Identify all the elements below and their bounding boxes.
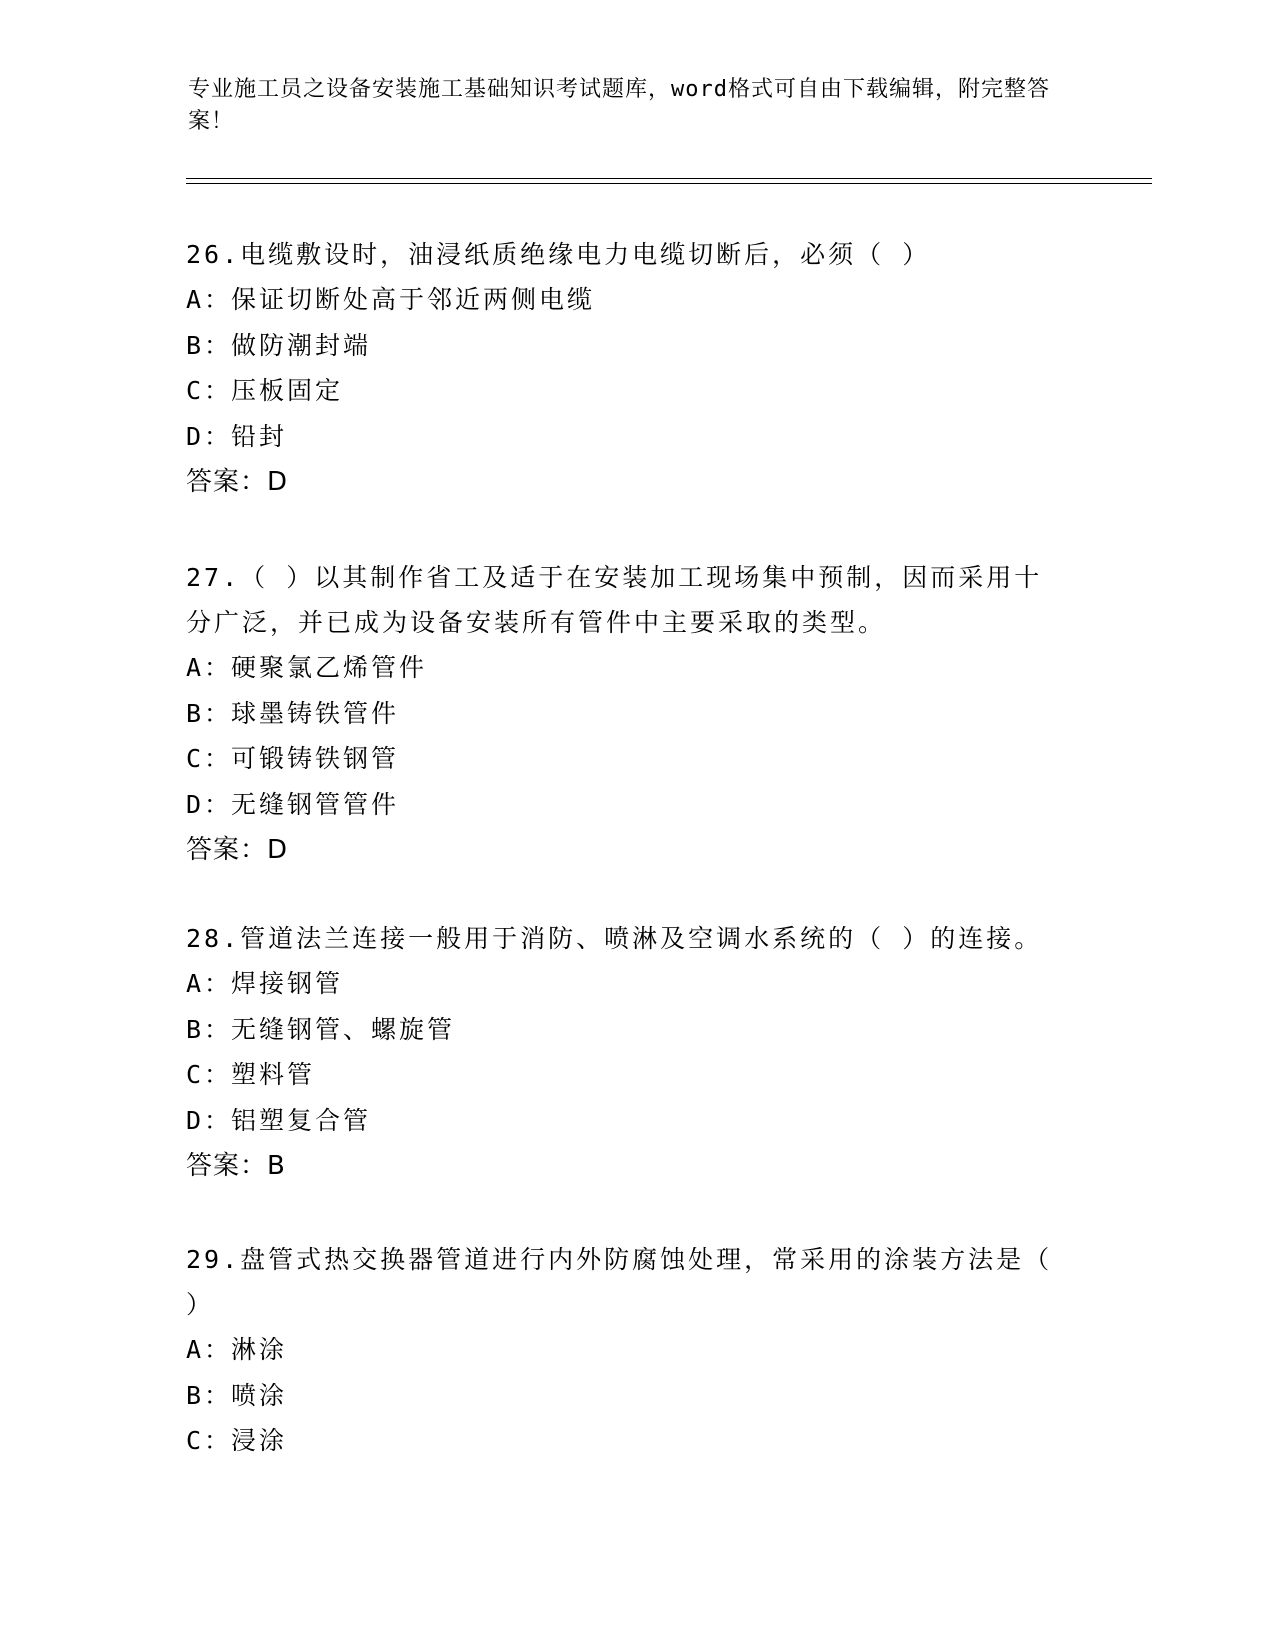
question-text: 28.管道法兰连接一般用于消防、喷淋及空调水系统的（ ）的连接。 (186, 924, 1043, 953)
option-c (186, 736, 1066, 782)
option-text: 塑料管 (231, 1060, 316, 1089)
option-b (186, 1007, 1066, 1053)
option-key: D： (186, 789, 233, 819)
option-a (186, 961, 1066, 1007)
option-text: 硬聚氯乙烯管件 (231, 653, 428, 682)
option-key: D： (186, 1105, 233, 1135)
header-divider-bottom (186, 183, 1152, 184)
option-text: 无缝钢管、螺旋管 (231, 1014, 456, 1044)
option-text: 铅封 (231, 421, 288, 451)
option-text: 压板固定 (231, 376, 344, 405)
option-b (186, 1373, 1066, 1419)
option-key: C： (186, 1426, 233, 1455)
answer-line: 答案：D (186, 835, 289, 865)
option-b (186, 691, 1066, 737)
option-c (186, 1052, 1066, 1098)
option-text: 焊接钢管 (231, 969, 344, 998)
option-text: 浸涂 (231, 1426, 288, 1455)
option-c (186, 368, 1066, 414)
option-key: A： (186, 969, 233, 998)
option-key: B： (186, 1380, 233, 1410)
option-key: C： (186, 1060, 233, 1089)
option-key: B： (186, 698, 233, 728)
question-text: 27.（ ）以其制作省工及适于在安装加工现场集中预制，因而采用十分广泛，并已成为设备安装所有管件中主要采取的类型。 (186, 563, 1043, 637)
option-key: C： (186, 744, 233, 773)
option-key: A： (186, 653, 233, 682)
answer-line: 答案：D (186, 467, 289, 497)
option-d (186, 1098, 1066, 1144)
header-divider-top (186, 178, 1152, 179)
option-key: D： (186, 421, 233, 451)
question-text: 29.盘管式热交换器管道进行内外防腐蚀处理，常采用的涂装方法是（ ） (186, 1245, 1053, 1319)
option-text: 保证切断处高于邻近两侧电缆 (231, 285, 596, 314)
option-text: 淋涂 (231, 1335, 288, 1364)
option-key: A： (186, 1335, 233, 1364)
option-a (186, 277, 1066, 323)
option-key: C： (186, 376, 233, 405)
option-c (186, 1418, 1066, 1464)
option-key: B： (186, 1014, 233, 1044)
question-28 (186, 916, 1066, 1189)
question-27 (186, 555, 1066, 873)
question-text: 26.电缆敷设时，油浸纸质绝缘电力电缆切断后，必须（ ） (186, 240, 931, 269)
option-a (186, 645, 1066, 691)
option-text: 球墨铸铁管件 (231, 698, 400, 728)
option-text: 喷涂 (231, 1380, 288, 1410)
option-text: 可锻铸铁钢管 (231, 744, 400, 773)
question-29 (186, 1237, 1066, 1464)
option-text: 铝塑复合管 (231, 1105, 372, 1135)
question-26 (186, 232, 1066, 505)
option-key: A： (186, 285, 233, 314)
answer-line: 答案：B (186, 1151, 286, 1181)
document-header: 专业施工员之设备安装施工基础知识考试题库，word格式可自由下载编辑，附完整答案！ (188, 77, 1050, 134)
option-key: B： (186, 330, 233, 360)
option-a (186, 1327, 1066, 1373)
option-d (186, 414, 1066, 460)
option-text: 做防潮封端 (231, 330, 372, 360)
option-text: 无缝钢管管件 (231, 789, 400, 819)
option-d (186, 782, 1066, 828)
option-b (186, 323, 1066, 369)
